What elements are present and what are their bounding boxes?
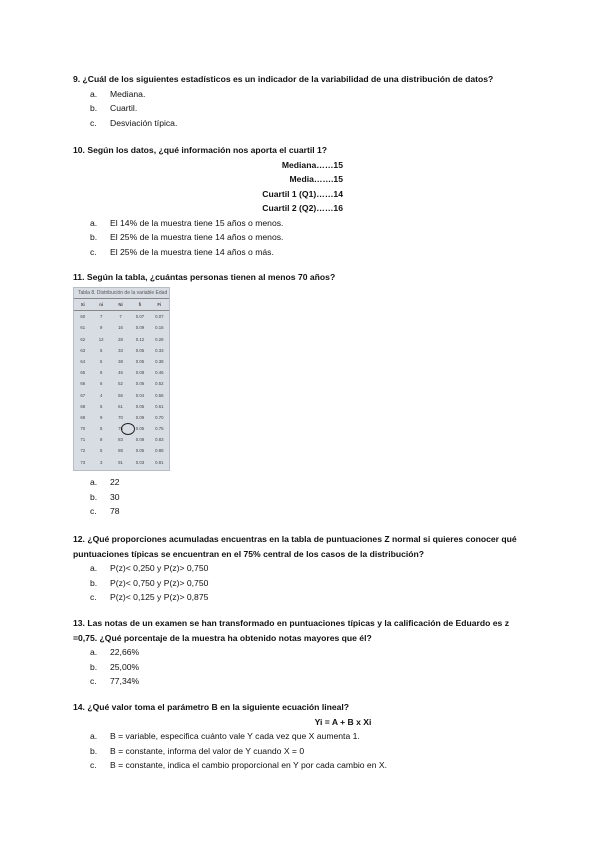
table-photo-row: 64 5 38 0.05 0.38 (80, 358, 164, 364)
question-12-text: 12. ¿Qué proporciones acumuladas encuentras en la tabla de puntuaciones Z normal si quieres conocer qué puntuaciones típicas se encuentran en el 75% central de los casos de la distribución? (73, 534, 517, 559)
table-photo-row: 71 8 83 0.08 0.83 (80, 437, 164, 443)
hand-drawn-circle (121, 423, 135, 435)
table-photo-row: 66 6 52 0.06 0.52 (80, 381, 164, 387)
question-12 (73, 532, 533, 605)
option-9a: a. Mediana. (90, 88, 146, 99)
stat-mediana: Mediana……15 (281, 159, 343, 170)
option-13b: b. 25,00% (90, 661, 140, 672)
option-13c: c. 77,34% (90, 676, 140, 686)
option-14c: c. B = constante, indica el cambio proporcional en Y por cada cambio en X. (90, 760, 388, 770)
table-photo-row: 69 9 70 0.09 0.70 (80, 414, 164, 420)
question-10-text: 10. Según los datos, ¿qué información nos aporta el cuartil 1? (73, 145, 328, 155)
option-9b: b. Cuartil. (90, 103, 138, 113)
option-12b: b. P(z)< 0,750 y P(z)> 0,750 (90, 577, 209, 588)
stat-q2: Cuartil 2 (Q2)……16 (262, 203, 343, 213)
table-photo-row: 62 12 28 0.12 0.28 (80, 336, 164, 342)
question-11 (73, 270, 533, 285)
option-13a: a. 22,66% (90, 647, 140, 657)
stat-media: Media…….15 (289, 174, 343, 184)
question-11-options (73, 475, 533, 519)
table-photo-row: 61 9 16 0.09 0.16 (80, 325, 164, 331)
table-photo-body (74, 311, 169, 471)
table-photo-row: 72 5 88 0.05 0.88 (80, 448, 164, 454)
option-12a: a. P(z)< 0,250 y P(z)> 0,750 (90, 563, 209, 573)
table-photo (73, 287, 170, 471)
option-11a: a. 22 (90, 477, 120, 487)
question-13 (73, 616, 533, 689)
option-10c: c. El 25% de la muestra tiene 14 años o más. (90, 246, 274, 257)
question-9 (73, 72, 533, 130)
equation: Yi = A + B x Xi (314, 716, 372, 727)
table-photo-row: 65 8 46 0.08 0.46 (80, 370, 164, 376)
stats-block (73, 158, 533, 216)
table-photo-row: 73 3 91 0.03 0.91 (80, 459, 164, 465)
option-10b: b. El 25% de la muestra tiene 14 años o menos. (90, 232, 284, 242)
option-12c: c. P(z)< 0,125 y P(z)> 0,875 (90, 592, 209, 602)
question-13-text: 13. Las notas de un examen se han transformado en puntuaciones típicas y la calificación de Eduardo es z =0,75. ¿Qué porcentaje de la muestra ha obtenido notas mayores que él? (73, 618, 510, 643)
table-photo-row: 60 7 7 0.07 0.07 (80, 314, 164, 320)
table-photo-header: Xi ni Ni fi Fi (74, 299, 169, 311)
question-14 (73, 700, 533, 773)
option-14a: a. B = variable, especifica cuánto vale Y cada vez que X aumenta 1. (90, 731, 360, 741)
question-14-text: 14. ¿Qué valor toma el parámetro B en la siguiente ecuación lineal? (73, 702, 350, 712)
table-photo-row: 70 5 75 0.05 0.75 (74, 423, 169, 434)
option-10a: a. El 14% de la muestra tiene 15 años o menos. (90, 217, 284, 228)
table-photo-caption: Tabla 8. Distribución de la variable Edad (74, 288, 169, 299)
table-photo-row: 68 5 61 0.05 0.61 (80, 403, 164, 409)
option-9c: c. Desviación típica. (90, 117, 178, 128)
question-9-text: 9. ¿Cuál de los siguientes estadísticos es un indicador de la variabilidad de una distribución de datos? (73, 74, 494, 84)
option-14b: b. B = constante, informa del valor de Y cuando X = 0 (90, 745, 305, 756)
table-photo-row (74, 468, 169, 471)
option-11b: b. 30 (90, 491, 120, 502)
option-11c: c. 78 (90, 506, 120, 516)
table-photo-row: 67 4 56 0.04 0.56 (80, 392, 164, 398)
question-11-text: 11. Según la tabla, ¿cuántas personas tienen al menos 70 años? (73, 272, 336, 282)
question-10 (73, 143, 533, 259)
table-photo-row: 63 5 33 0.05 0.33 (80, 347, 164, 353)
stat-q1: Cuartil 1 (Q1)……14 (262, 188, 343, 199)
